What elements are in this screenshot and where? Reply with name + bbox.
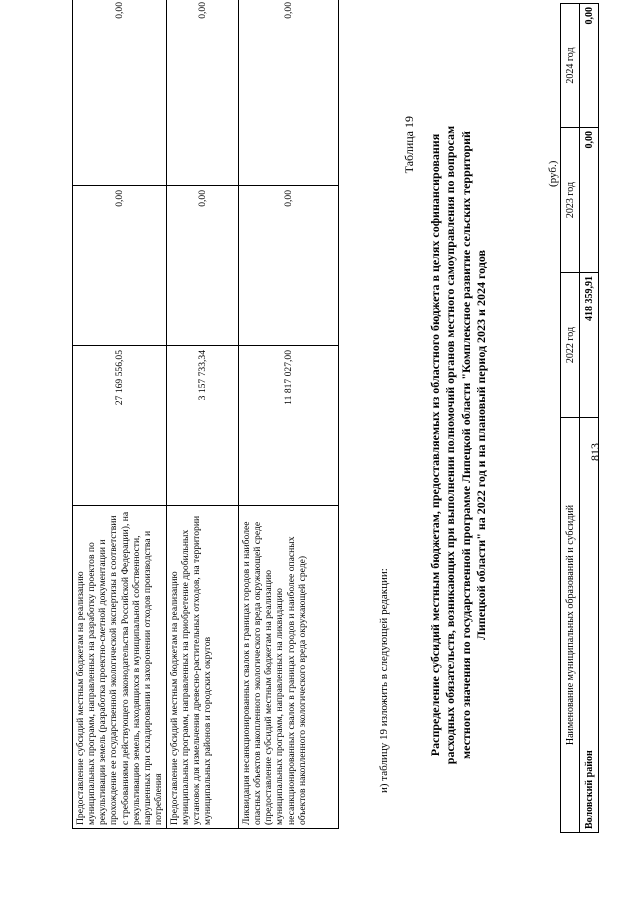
row-description: Ликвидация несанкционированных свалок в границах городов и наиболее опасных объектов накопленного экологического вреда окружающей среде (предоставление субсидий местным бюджетам на реализацию муниципальных программ, направленных на ликвидацию несанкционированных свалок в границах городов и наиболее опасных объектов накопленного экологического вреда окружающей среде) xyxy=(239,506,339,829)
amendment-instruction: и) таблицу 19 изложить в следующей редакции: xyxy=(378,568,390,793)
value-2024: 0,00 xyxy=(73,0,167,186)
column-header-2023: 2023 год xyxy=(561,128,580,273)
table-header-row xyxy=(561,4,580,833)
value-2022: 3 157 733,34 xyxy=(167,346,239,506)
table-label: Таблица 19 xyxy=(402,116,416,174)
table-heading: Распределение субсидий местным бюджетам, предоставляемых из областного бюджета в целях софинансирования расходных обязательств, возникающих при выполнении полномочий органов местного самоуправления по вопросам местного значения по государственной программе Липецкой области "Комплексное развитие сельских территорий Липецкой области" на 2022 год и на плановый период 2023 и 2024 годов xyxy=(428,125,489,765)
table-row xyxy=(167,0,239,829)
column-header-name: Наименование муниципальных образований и субсидий xyxy=(561,418,580,833)
value-2023: 0,00 xyxy=(167,186,239,346)
subsidy-table-continuation xyxy=(72,0,339,829)
value-2022: 11 817 027,00 xyxy=(239,346,339,506)
row-description: Предоставление субсидий местным бюджетам на реализацию муниципальных программ, направленных на разработку проектов по рекультивации земель (разработка проектно-сметной документации и прохождение ее государственной экологической экспертизы в соответствии с требованиями действующего законодательства Российской Федерации), на рекультивацию земель, находящихся в муниципальной собственности, нарушенных при складировании и захоронении отходов производства и потребления xyxy=(73,506,167,829)
municipality-name: Воловский район xyxy=(580,418,599,833)
value-2022: 418 359,91 xyxy=(580,273,599,418)
value-2024: 0,00 xyxy=(239,0,339,186)
subsidy-distribution-table xyxy=(560,3,599,833)
table-row xyxy=(73,0,167,829)
table-row xyxy=(239,0,339,829)
column-header-2024: 2024 год xyxy=(561,4,580,128)
value-2024: 0,00 xyxy=(167,0,239,186)
value-2023: 0,00 xyxy=(239,186,339,346)
row-description: Предоставление субсидий местным бюджетам на реализацию муниципальных программ, направленных на приобретение дробильных установок для измельчения древесно-растительных отходов, на территории муниципальных районов и городских округов xyxy=(167,506,239,829)
column-header-2022: 2022 год xyxy=(561,273,580,418)
unit-label: (руб.) xyxy=(547,160,559,187)
page-number: 813 xyxy=(588,443,602,461)
value-2023: 0,00 xyxy=(580,128,599,273)
value-2022: 27 169 556,05 xyxy=(73,346,167,506)
value-2024: 0,00 xyxy=(580,4,599,128)
value-2023: 0,00 xyxy=(73,186,167,346)
table-row xyxy=(580,4,599,833)
